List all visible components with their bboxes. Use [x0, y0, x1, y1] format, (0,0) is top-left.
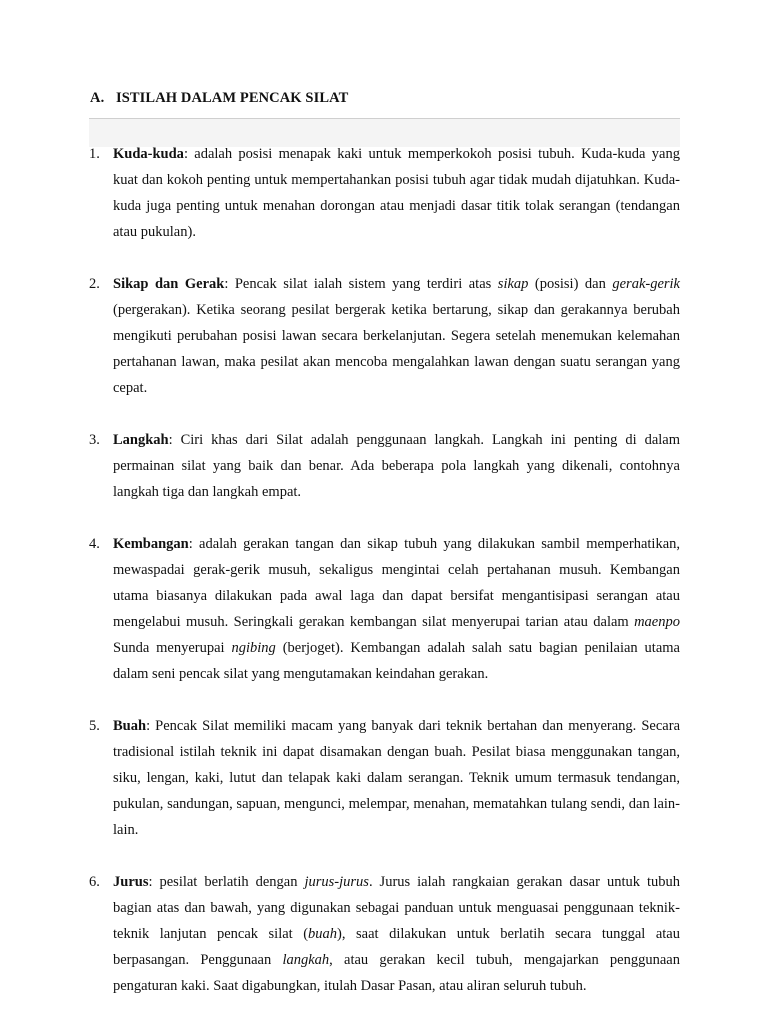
item-paragraph [113, 869, 680, 999]
item-paragraph [113, 531, 680, 687]
term-label: Kuda-kuda [113, 146, 184, 162]
item-paragraph [113, 271, 680, 401]
item-number: 4. [89, 536, 100, 552]
item-number: 2. [89, 276, 100, 292]
italic-term: langkah [282, 952, 330, 968]
list-item [89, 427, 680, 505]
section-title: ISTILAH DALAM PENCAK SILAT [116, 90, 349, 106]
definition-text: : Pencak silat ialah sistem yang terdiri atas [224, 276, 498, 292]
list-item [89, 531, 680, 687]
term-list [89, 141, 680, 1025]
list-item [89, 271, 680, 401]
item-paragraph [113, 427, 680, 505]
definition-text: : adalah gerakan tangan dan sikap tubuh yang dilakukan sambil memperhatikan, mewaspadai gerak-gerik musuh, sekaligus mengintai celah pertahanan musuh. Kembangan utama biasanya dilakukan pada awal laga dan dapat bersifat mengantisipasi serangan atau mengelabui musuh. Seringkali gerakan kembangan silat menyerupai tarian atau dalam [113, 536, 680, 630]
definition-text: Sunda menyerupai [113, 640, 232, 656]
term-label: Jurus [113, 874, 149, 890]
italic-term: maenpo [634, 614, 680, 630]
term-label: Buah [113, 718, 147, 734]
definition-text: (berjoget). Kembangan adalah salah satu bagian penilaian utama dalam seni pencak silat yang mengutamakan keindahan gerakan. [113, 640, 680, 682]
item-paragraph [113, 713, 680, 843]
list-item [89, 869, 680, 999]
item-paragraph [113, 141, 680, 245]
definition-text: : Ciri khas dari Silat adalah penggunaan langkah. Langkah ini penting di dalam permainan silat yang baik dan benar. Ada beberapa pola langkah yang dikenali, contohnya langkah tiga dan langkah empat. [113, 432, 680, 500]
section-heading [90, 90, 348, 107]
list-item [89, 713, 680, 843]
item-number: 5. [89, 718, 100, 734]
item-number: 3. [89, 432, 100, 448]
term-label: Sikap dan Gerak [113, 276, 225, 292]
list-item [89, 141, 680, 245]
section-marker: A. [90, 90, 105, 106]
definition-text: : pesilat berlatih dengan [148, 874, 305, 890]
term-label: Kembangan [113, 536, 189, 552]
italic-term: gerak-gerik [612, 276, 680, 292]
definition-text: , atau gerakan kecil tubuh, mengajarkan penggunaan pengaturan kaki. Saat digabungkan, itulah Dasar Pasan, atau aliran seluruh tubuh. [113, 952, 680, 994]
italic-term: ngibing [231, 640, 276, 656]
definition-text: : Pencak Silat memiliki macam yang banyak dari teknik bertahan dan menyerang. Secara tradisional istilah teknik ini dapat disamakan dengan buah. Pesilat biasa menggunakan tangan, siku, lengan, kaki, lutut dan telapak kaki dalam serangan. Teknik umum termasuk tendangan, pukulan, sandungan, sapuan, mengunci, melempar, menahan, mematahkan tulang sendi, dan lain-lain. [113, 718, 680, 838]
definition-text: . Jurus ialah rangkaian gerakan dasar untuk tubuh bagian atas dan bawah, yang digunakan sebagai panduan untuk menguasai penggunaan teknik-teknik lanjutan pencak silat ( [113, 874, 680, 942]
definition-text: (posisi) dan [528, 276, 613, 292]
definition-text: : adalah posisi menapak kaki untuk memperkokoh posisi tubuh. Kuda-kuda yang kuat dan kokoh penting untuk mempertahankan posisi tubuh agar tidak mudah dijatuhkan. Kuda-kuda juga penting untuk menahan dorongan atau menjadi dasar titik tolak serangan (tendangan atau pukulan). [113, 146, 680, 240]
italic-term: sikap [497, 276, 529, 292]
definition-text: (pergerakan). Ketika seorang pesilat bergerak ketika bertarung, sikap dan gerakannya berubah mengikuti perubahan posisi lawan secara berkelanjutan. Segera setelah menemukan kelemahan pertahanan lawan, maka pesilat akan mencoba mengalahkan lawan dengan suatu serangan yang cepat. [113, 302, 680, 396]
term-label: Langkah [113, 432, 169, 448]
italic-term: buah [308, 926, 338, 942]
item-number: 1. [89, 146, 100, 162]
definition-text: ), saat dilakukan untuk berlatih secara tunggal atau berpasangan. Penggunaan [113, 926, 680, 968]
item-number: 6. [89, 874, 100, 890]
italic-term: jurus-jurus [304, 874, 369, 890]
